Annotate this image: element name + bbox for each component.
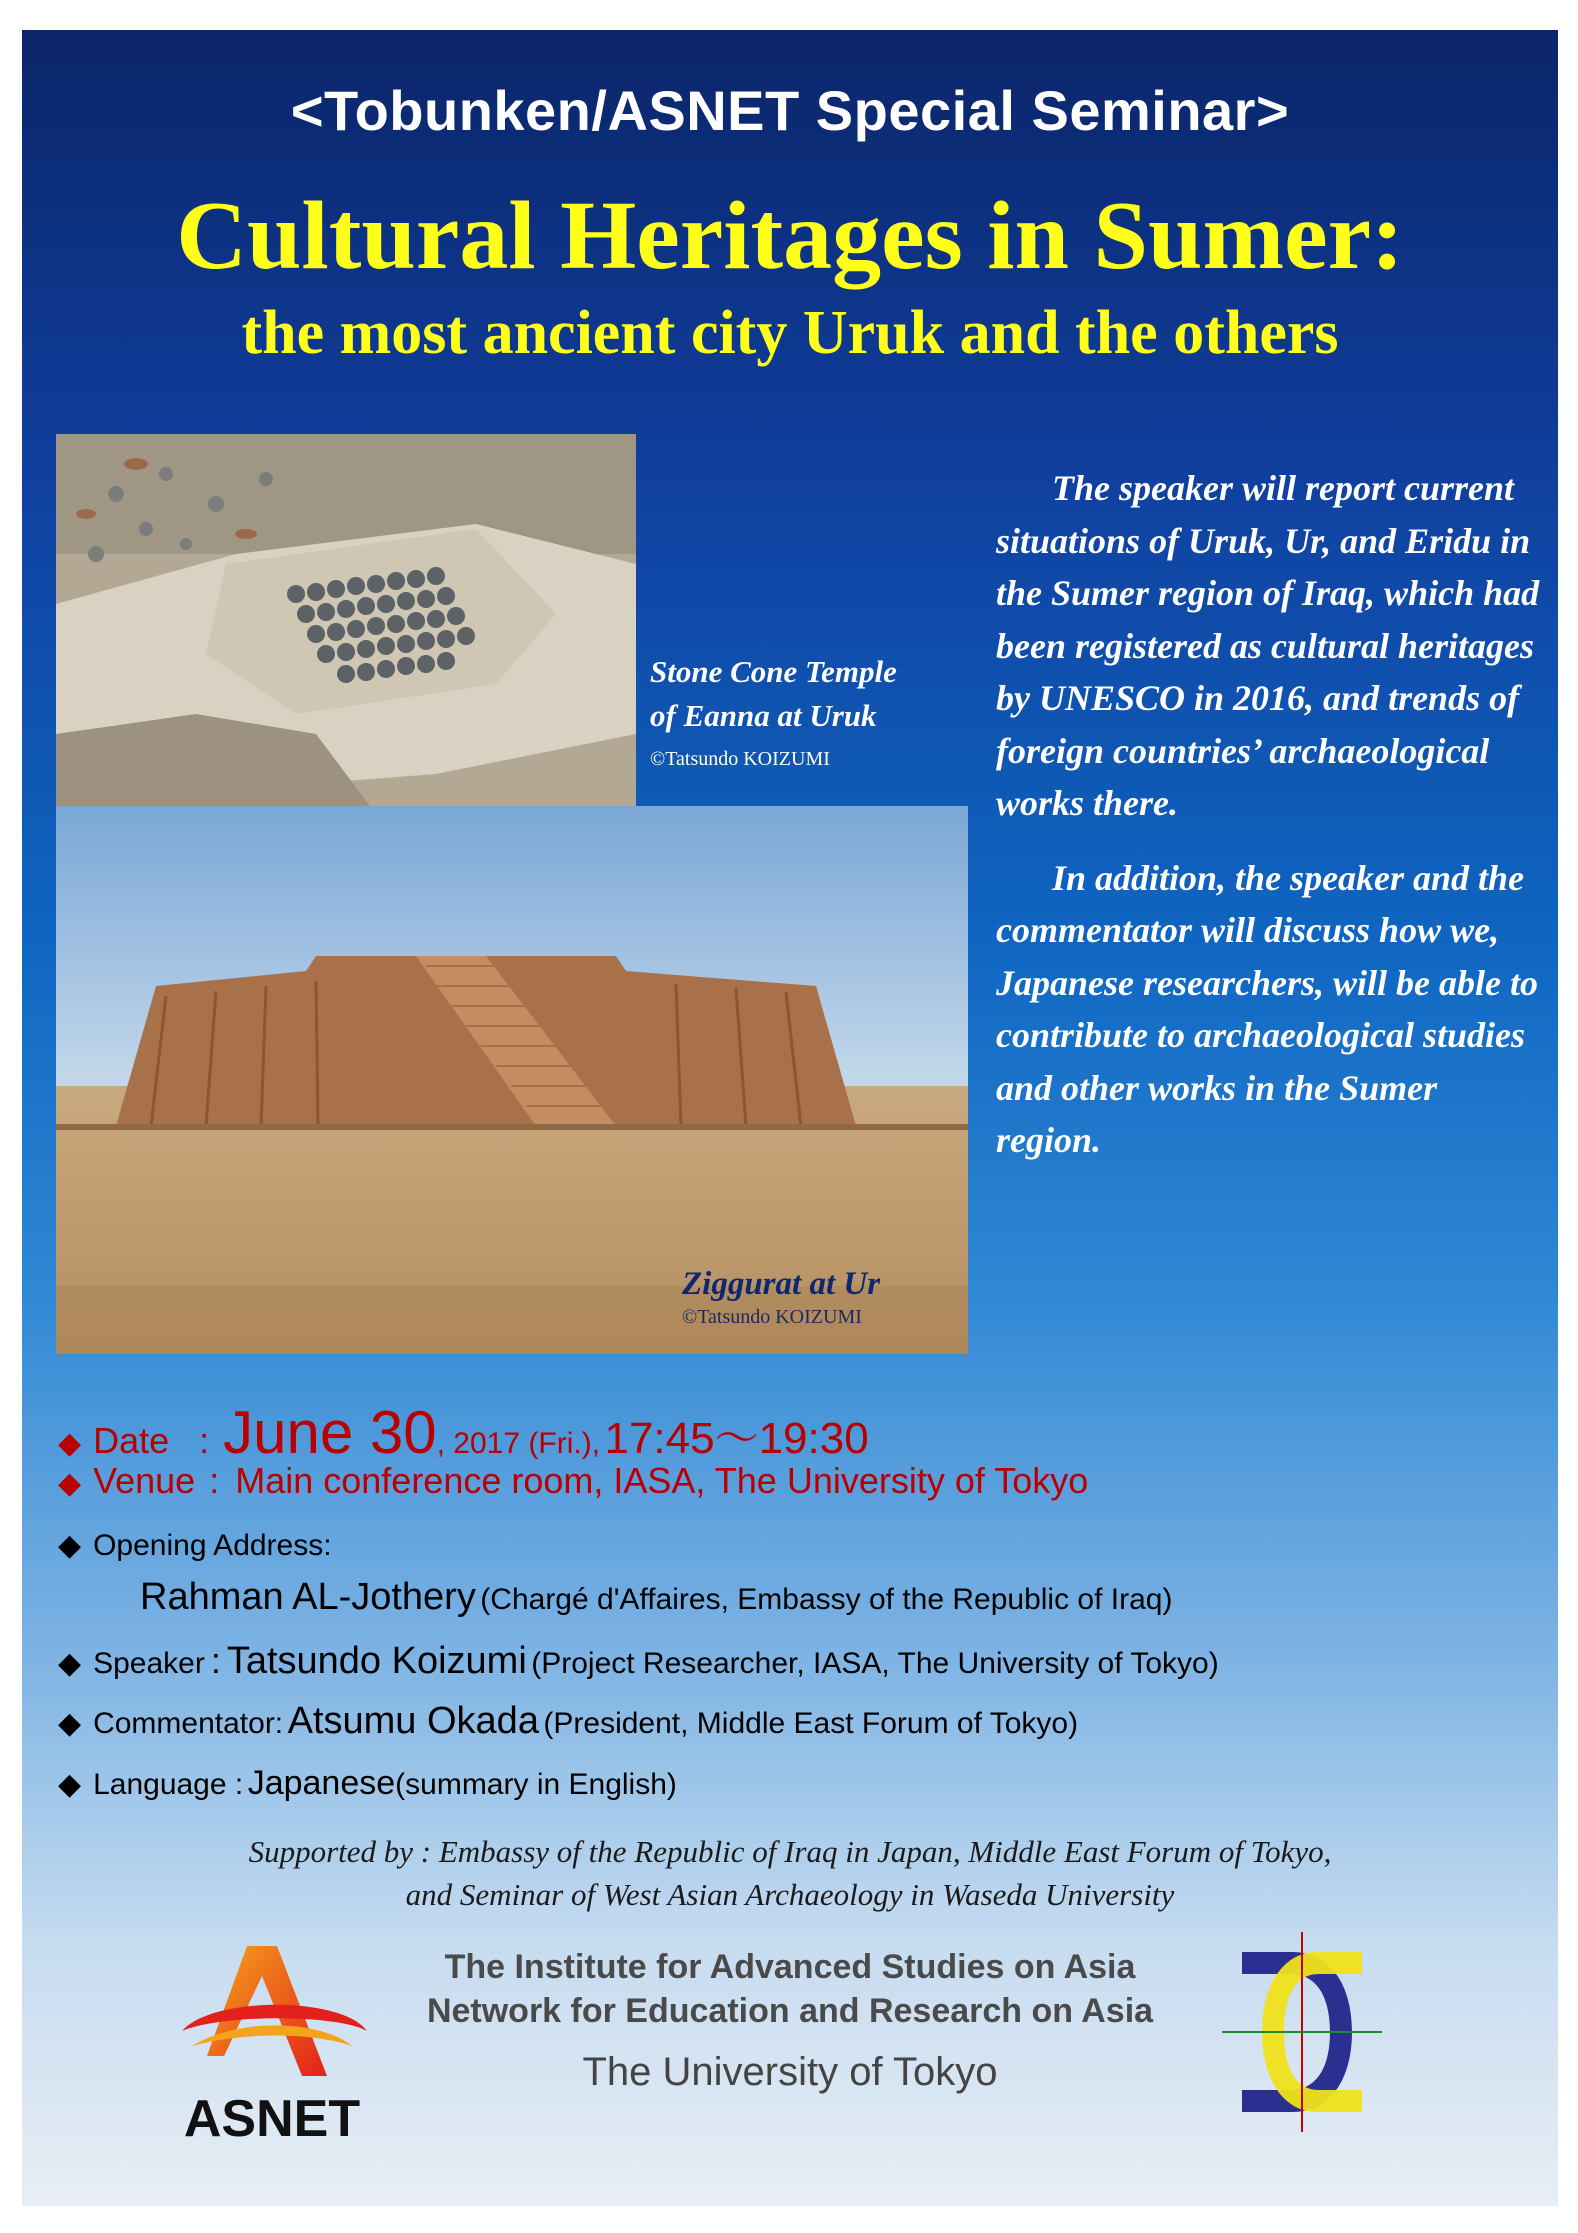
venue-label: Venue (93, 1460, 196, 1501)
poster (22, 30, 1558, 2206)
language-label: Language : (93, 1768, 244, 1801)
venue-value: Main conference room, IASA, The University of Tokyo (235, 1460, 1089, 1501)
language-row (58, 1764, 677, 1803)
speaker-row (58, 1640, 1219, 1683)
speaker-label: Speaker (93, 1647, 205, 1680)
speaker-name: Tatsundo Koizumi (226, 1640, 527, 1682)
supported-by-line1: Supported by : Embassy of the Republic of Iraq in Japan, Middle East Forum of Tokyo, (248, 1834, 1332, 1869)
institute-line2: Network for Education and Research on Asia (426, 1992, 1154, 2030)
supported-by-line2: and Seminar of West Asian Archaeology in Waseda University (405, 1877, 1175, 1912)
black-diamond-icon: ◆ (58, 1529, 82, 1562)
seminar-description (996, 462, 1548, 1167)
opening-speaker-role: (Chargé d'Affaires, Embassy of the Republic of Iraq) (480, 1583, 1173, 1616)
language-note: (summary in English) (395, 1768, 677, 1801)
commentator-role: (President, Middle East Forum of Tokyo) (543, 1707, 1079, 1740)
venue-separator: : (209, 1460, 220, 1501)
opening-speaker-row (140, 1576, 1172, 1619)
ut-emblem-logo (1222, 1932, 1382, 2132)
main-subtitle: the most ancient city Uruk and the others (241, 299, 1339, 367)
red-diamond-icon: ◆ (58, 1467, 82, 1500)
description-paragraph-1: The speaker will report current situations of Uruk, Ur, and Eridu in the Sumer region of Iraq, which had been registered as cultural heritages by UNESCO in 2016, and trends of foreign countries’ archaeological works there. (996, 468, 1540, 823)
date-year: , 2017 (Fri.), (436, 1427, 601, 1460)
opening-speaker-name: Rahman AL-Jothery (140, 1576, 476, 1618)
black-diamond-icon: ◆ (58, 1647, 82, 1680)
opening-address-row (58, 1528, 332, 1563)
date-time: 17:45～19:30 (604, 1414, 869, 1463)
main-title: Cultural Heritages in Sumer: (176, 182, 1404, 290)
red-diamond-icon: ◆ (58, 1427, 82, 1460)
photo2-caption: Ziggurat at Ur (682, 1266, 881, 1302)
institute-line1: The Institute for Advanced Studies on Asia (444, 1948, 1136, 1986)
date-row (58, 1398, 869, 1467)
date-label: Date (93, 1420, 170, 1461)
black-diamond-icon: ◆ (58, 1707, 82, 1740)
date-separator: : (199, 1420, 210, 1461)
photo1-credit: ©Tatsundo KOIZUMI (650, 748, 830, 770)
black-diamond-icon: ◆ (58, 1768, 82, 1801)
photo1-caption-line1: Stone Cone Temple (650, 654, 897, 689)
seminar-series-title: <Tobunken/ASNET Special Seminar> (290, 79, 1290, 142)
speaker-role: (Project Researcher, IASA, The University of Tokyo) (531, 1647, 1219, 1680)
photo2-credit: ©Tatsundo KOIZUMI (682, 1306, 862, 1328)
venue-row (58, 1460, 1088, 1502)
speaker-separator: : (210, 1640, 221, 1681)
commentator-name: Atsumu Okada (287, 1700, 539, 1742)
stone-cone-temple-photo (56, 434, 636, 814)
language-value: Japanese (247, 1764, 396, 1802)
opening-address-label: Opening Address: (93, 1529, 332, 1562)
photo1-caption-line2: of Eanna at Uruk (650, 698, 877, 733)
date-main: June 30 (223, 1399, 437, 1466)
supported-by (22, 1830, 1558, 1916)
photo1-caption (650, 650, 980, 738)
commentator-label: Commentator: (93, 1707, 284, 1740)
commentator-row (58, 1700, 1078, 1743)
institute-line3: The University of Tokyo (582, 2050, 998, 2094)
description-paragraph-2: In addition, the speaker and the commentator will discuss how we, Japanese researchers, will be able to contribute to archaeological studies and other works in the Sumer region. (996, 857, 1538, 1160)
svg-text:ASNET: ASNET (183, 2090, 361, 2146)
